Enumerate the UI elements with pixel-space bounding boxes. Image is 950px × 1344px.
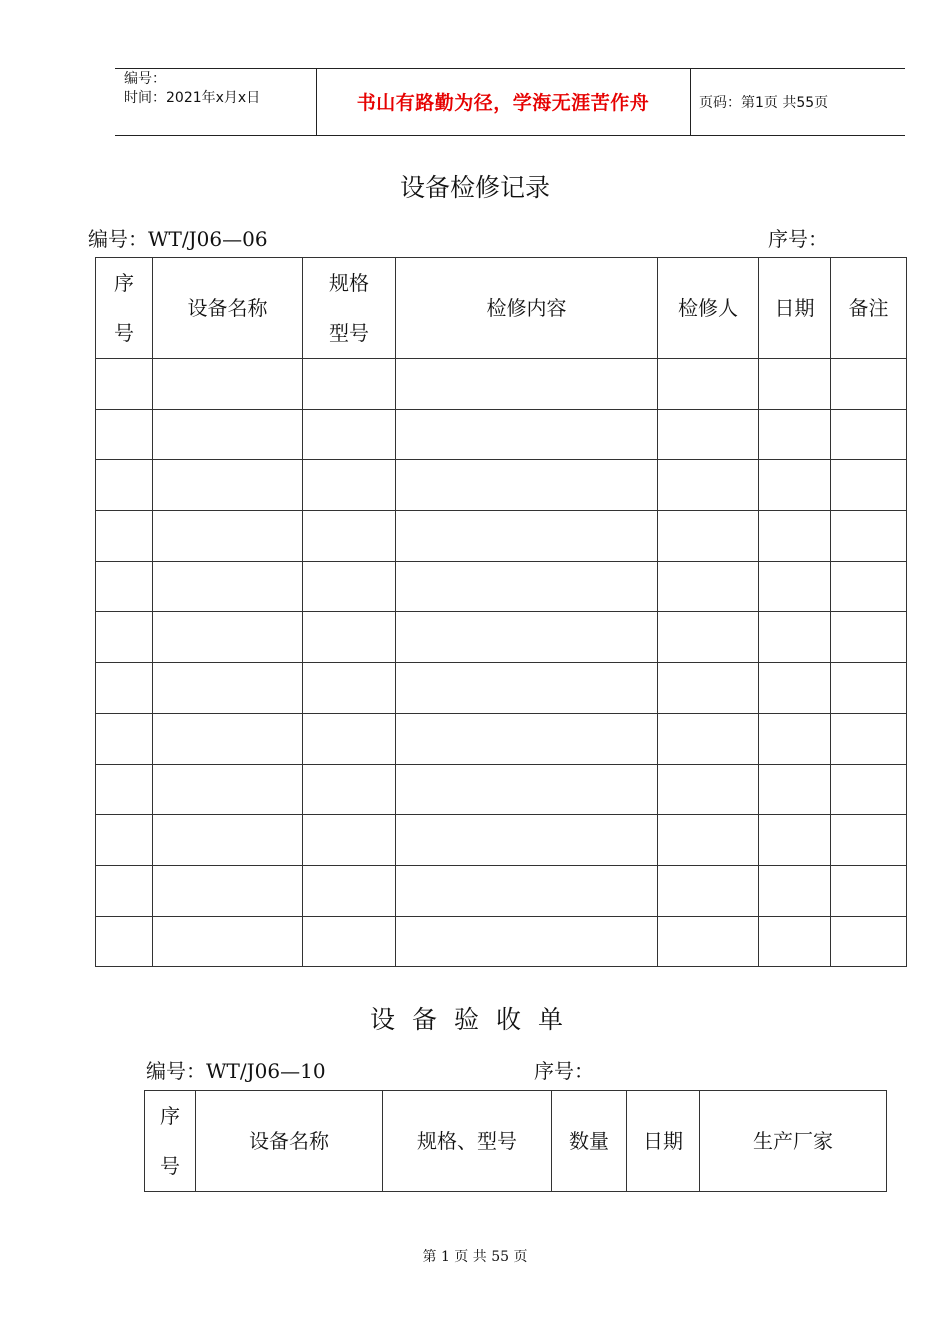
table-cell xyxy=(831,561,907,612)
table-cell xyxy=(831,359,907,410)
table-cell xyxy=(759,561,831,612)
page-footer: 第 1 页 共 55 页 xyxy=(422,1249,528,1265)
table-cell xyxy=(303,663,396,714)
table-cell xyxy=(831,460,907,511)
table-row xyxy=(96,612,907,663)
record-title: 设备检修记录 xyxy=(399,173,550,202)
table-cell xyxy=(396,764,658,815)
table-row xyxy=(96,561,907,612)
acc-col-spec: 规格、型号 xyxy=(383,1091,552,1192)
col-spec-top: 规格 xyxy=(329,271,369,295)
table-cell xyxy=(759,815,831,866)
table-cell xyxy=(831,764,907,815)
table-cell xyxy=(96,409,153,460)
record-seq-label: 序号： xyxy=(768,227,828,251)
table-cell xyxy=(396,663,658,714)
record-table xyxy=(95,257,907,967)
table-cell xyxy=(96,511,153,562)
acc-col-seq xyxy=(145,1091,196,1192)
table-cell xyxy=(831,916,907,967)
col-spec xyxy=(303,258,396,359)
table-row xyxy=(96,713,907,764)
table-cell xyxy=(658,815,759,866)
table-cell xyxy=(96,764,153,815)
table-cell xyxy=(759,764,831,815)
table-cell xyxy=(658,460,759,511)
acc-col-seq-bottom: 号 xyxy=(160,1154,180,1178)
table-cell xyxy=(831,865,907,916)
table-cell xyxy=(153,511,303,562)
table-cell xyxy=(303,815,396,866)
table-cell xyxy=(759,409,831,460)
record-number: 编号：WT/J06—06 xyxy=(88,227,268,251)
table-row xyxy=(96,916,907,967)
header-page-info: 页码：第1页 共55页 xyxy=(699,95,829,111)
col-content: 检修内容 xyxy=(396,258,658,359)
table-row xyxy=(96,815,907,866)
table-cell xyxy=(831,663,907,714)
table-cell xyxy=(658,511,759,562)
col-person: 检修人 xyxy=(658,258,759,359)
table-cell xyxy=(658,612,759,663)
table-cell xyxy=(396,561,658,612)
table-row xyxy=(96,865,907,916)
col-note: 备注 xyxy=(831,258,907,359)
table-cell xyxy=(658,561,759,612)
table-cell xyxy=(396,815,658,866)
table-cell xyxy=(396,359,658,410)
table-cell xyxy=(759,359,831,410)
col-seq-bottom: 号 xyxy=(114,321,134,345)
table-cell xyxy=(759,663,831,714)
table-cell xyxy=(96,561,153,612)
table-cell xyxy=(759,865,831,916)
acceptance-header-row xyxy=(145,1091,887,1192)
table-cell xyxy=(96,460,153,511)
table-row xyxy=(96,409,907,460)
table-cell xyxy=(303,764,396,815)
table-cell xyxy=(303,865,396,916)
acc-col-seq-top: 序 xyxy=(160,1104,180,1128)
table-cell xyxy=(303,409,396,460)
table-cell xyxy=(153,612,303,663)
col-spec-bottom: 型号 xyxy=(329,321,369,345)
table-cell xyxy=(96,713,153,764)
table-cell xyxy=(96,359,153,410)
table-row xyxy=(96,460,907,511)
acc-col-name: 设备名称 xyxy=(196,1091,383,1192)
table-cell xyxy=(96,865,153,916)
table-cell xyxy=(303,511,396,562)
header-meta xyxy=(124,70,260,108)
table-cell xyxy=(831,409,907,460)
col-seq xyxy=(96,258,153,359)
table-cell xyxy=(396,865,658,916)
table-cell xyxy=(396,511,658,562)
table-cell xyxy=(831,511,907,562)
table-cell xyxy=(759,612,831,663)
header-motto: 书山有路勤为径，学海无涯苦作舟 xyxy=(356,92,650,114)
table-cell xyxy=(759,713,831,764)
table-cell xyxy=(658,916,759,967)
table-cell xyxy=(153,460,303,511)
table-cell xyxy=(759,460,831,511)
table-cell xyxy=(153,865,303,916)
table-cell xyxy=(396,409,658,460)
table-cell xyxy=(831,815,907,866)
table-cell xyxy=(303,916,396,967)
table-cell xyxy=(96,663,153,714)
header-divider xyxy=(690,68,691,135)
table-cell xyxy=(831,713,907,764)
header-number: 编号： xyxy=(124,71,166,87)
acceptance-title: 设备验收单 xyxy=(369,1005,580,1034)
table-cell xyxy=(153,409,303,460)
table-cell xyxy=(396,713,658,764)
table-row xyxy=(96,359,907,410)
acc-col-qty: 数量 xyxy=(552,1091,627,1192)
table-cell xyxy=(658,409,759,460)
table-cell xyxy=(153,764,303,815)
table-cell xyxy=(96,916,153,967)
page-header xyxy=(115,68,905,135)
record-header-row xyxy=(96,258,907,359)
col-name: 设备名称 xyxy=(153,258,303,359)
table-cell xyxy=(153,561,303,612)
table-cell xyxy=(303,460,396,511)
table-cell xyxy=(658,359,759,410)
table-row xyxy=(96,764,907,815)
table-cell xyxy=(658,764,759,815)
table-cell xyxy=(153,815,303,866)
table-cell xyxy=(658,713,759,764)
table-cell xyxy=(303,612,396,663)
table-row xyxy=(96,511,907,562)
table-cell xyxy=(153,916,303,967)
table-cell xyxy=(396,460,658,511)
table-cell xyxy=(658,865,759,916)
acceptance-number: 编号：WT/J06—10 xyxy=(146,1059,326,1083)
col-seq-top: 序 xyxy=(114,271,134,295)
table-row xyxy=(96,663,907,714)
table-cell xyxy=(153,663,303,714)
acc-col-date: 日期 xyxy=(627,1091,700,1192)
col-date: 日期 xyxy=(759,258,831,359)
acceptance-seq-label: 序号： xyxy=(534,1059,594,1083)
table-cell xyxy=(396,916,658,967)
table-cell xyxy=(303,359,396,410)
header-time: 时间：2021年x月x日 xyxy=(124,90,261,106)
table-cell xyxy=(831,612,907,663)
header-bottom-rule xyxy=(115,135,905,136)
table-cell xyxy=(396,612,658,663)
table-cell xyxy=(303,713,396,764)
record-body xyxy=(96,359,907,967)
table-cell xyxy=(153,713,303,764)
table-cell xyxy=(96,612,153,663)
acc-col-maker: 生产厂家 xyxy=(700,1091,887,1192)
table-cell xyxy=(759,916,831,967)
table-cell xyxy=(96,815,153,866)
table-cell xyxy=(759,511,831,562)
table-cell xyxy=(153,359,303,410)
table-cell xyxy=(658,663,759,714)
table-cell xyxy=(303,561,396,612)
acceptance-table xyxy=(144,1090,887,1192)
